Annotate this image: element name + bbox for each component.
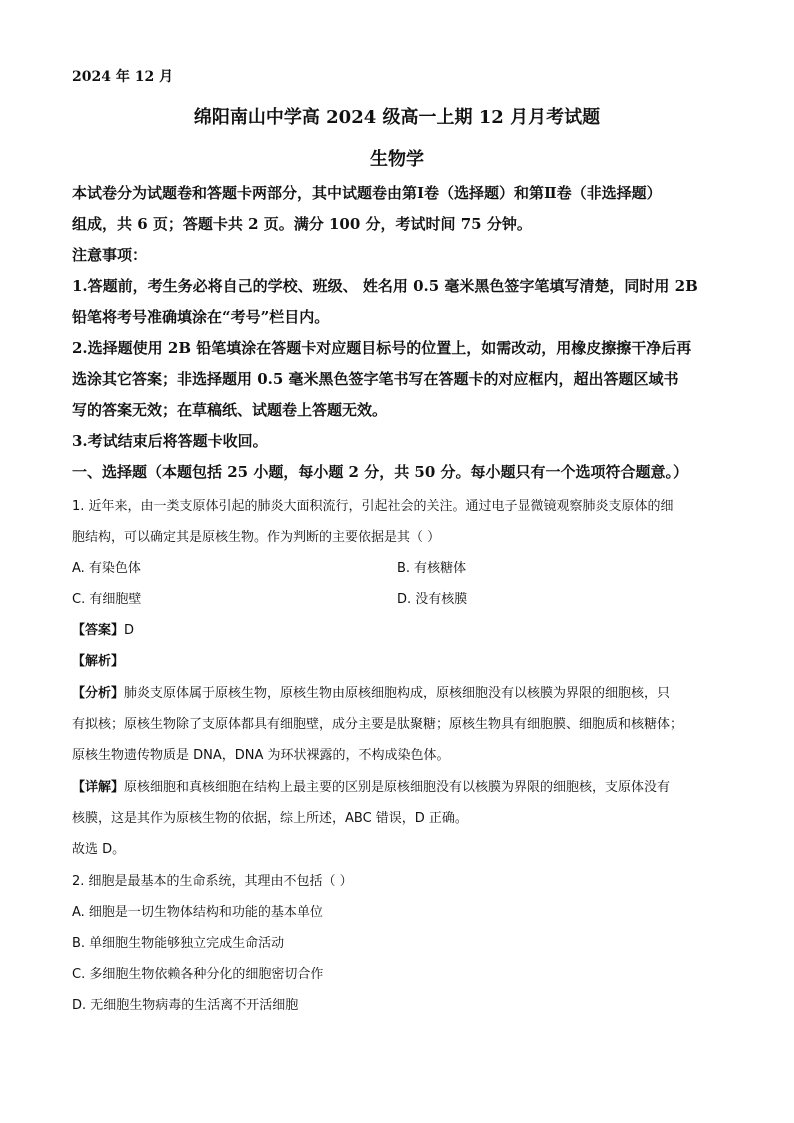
fenxi-text-1: 肺炎支原体属于原核生物，原核生物由原核细胞构成，原核细胞没有以核膜为界限的细胞核，只 xyxy=(124,686,671,701)
q1-conclusion: 故选 D。 xyxy=(72,842,126,857)
analysis-tag: 【解析】 xyxy=(72,654,125,669)
q1-stem-line-1: 1. 近年来，由一类支原体引起的肺炎大面积流行，引起社会的关注。通过电子显微镜观察肺炎支原体的细 xyxy=(72,499,674,514)
q1-option-d: D. 没有核膜 xyxy=(397,592,468,607)
subject-title: 生物学 xyxy=(370,149,424,170)
section-1-heading: 一、选择题（本题包括 25 小题，每小题 2 分，共 50 分。每小题只有一个选项符合题意。） xyxy=(72,463,689,481)
note-3: 3.考试结束后将答题卡收回。 xyxy=(72,432,268,450)
q2-option-c: C. 多细胞生物依赖各种分化的细胞密切合作 xyxy=(72,967,324,982)
answer-value: D xyxy=(124,623,135,638)
q1-option-c: C. 有细胞壁 xyxy=(72,592,142,607)
note-2-line-1: 2.选择题使用 2B 铅笔填涂在答题卡对应题目标号的位置上，如需改动，用橡皮擦擦干净后再 xyxy=(72,339,692,357)
q2-stem: 2. 细胞是最基本的生命系统，其理由不包括（ ） xyxy=(72,874,353,889)
q1-option-a: A. 有染色体 xyxy=(72,561,141,576)
fenxi-tag: 【分析】 xyxy=(72,686,125,701)
note-1-line-2: 铅笔将考号准确填涂在“考号”栏目内。 xyxy=(72,308,330,326)
intro-line-1: 本试卷分为试题卷和答题卡两部分，其中试题卷由第Ⅰ卷（选择题）和第Ⅱ卷（非选择题） xyxy=(72,184,662,202)
q1-xiangjie-line-1 xyxy=(72,776,670,795)
answer-tag: 【答案】 xyxy=(72,623,125,638)
q2-option-b: B. 单细胞生物能够独立完成生命活动 xyxy=(72,936,285,951)
q1-fenxi-line-2: 有拟核；原核生物除了支原体都具有细胞壁，成分主要是肽聚糖；原核生物具有细胞膜、细胞质和核糖体； xyxy=(72,717,684,732)
intro-line-2: 组成，共 6 页；答题卡共 2 页。满分 100 分，考试时间 75 分钟。 xyxy=(72,215,532,233)
q2-option-a: A. 细胞是一切生物体结构和功能的基本单位 xyxy=(72,905,323,920)
q1-fenxi-line-1 xyxy=(72,682,670,701)
note-1-line-1: 1.答题前，考生务必将自己的学校、班级、 姓名用 0.5 毫米黑色签字笔填写清楚，同时用 2B xyxy=(72,277,698,295)
q1-fenxi-line-3: 原核生物遗传物质是 DNA，DNA 为环状裸露的，不构成染色体。 xyxy=(72,748,450,763)
q1-answer xyxy=(72,619,134,638)
q2-option-d: D. 无细胞生物病毒的生活离不开活细胞 xyxy=(72,998,299,1013)
q1-option-b: B. 有核糖体 xyxy=(397,561,467,576)
notes-heading: 注意事项： xyxy=(72,246,148,264)
exam-date: 2024 年 12 月 xyxy=(72,69,174,85)
q1-xiangjie-line-2: 核膜，这是其作为原核生物的依据，综上所述，ABC 错误，D 正确。 xyxy=(72,811,468,826)
xiangjie-text-1: 原核细胞和真核细胞在结构上最主要的区别是原核细胞没有以核膜为界限的细胞核，支原体没有 xyxy=(124,780,671,795)
xiangjie-tag: 【详解】 xyxy=(72,780,125,795)
note-2-line-2: 选涂其它答案；非选择题用 0.5 毫米黑色签字笔书写在答题卡的对应框内，超出答题区域书 xyxy=(72,370,679,388)
q1-stem-line-2: 胞结构，可以确定其是原核生物。作为判断的主要依据是其（ ） xyxy=(72,530,441,545)
note-2-line-3: 写的答案无效；在草稿纸、试题卷上答题无效。 xyxy=(72,401,388,419)
exam-title: 绵阳南山中学高 2024 级高一上期 12 月月考试题 xyxy=(193,107,601,128)
